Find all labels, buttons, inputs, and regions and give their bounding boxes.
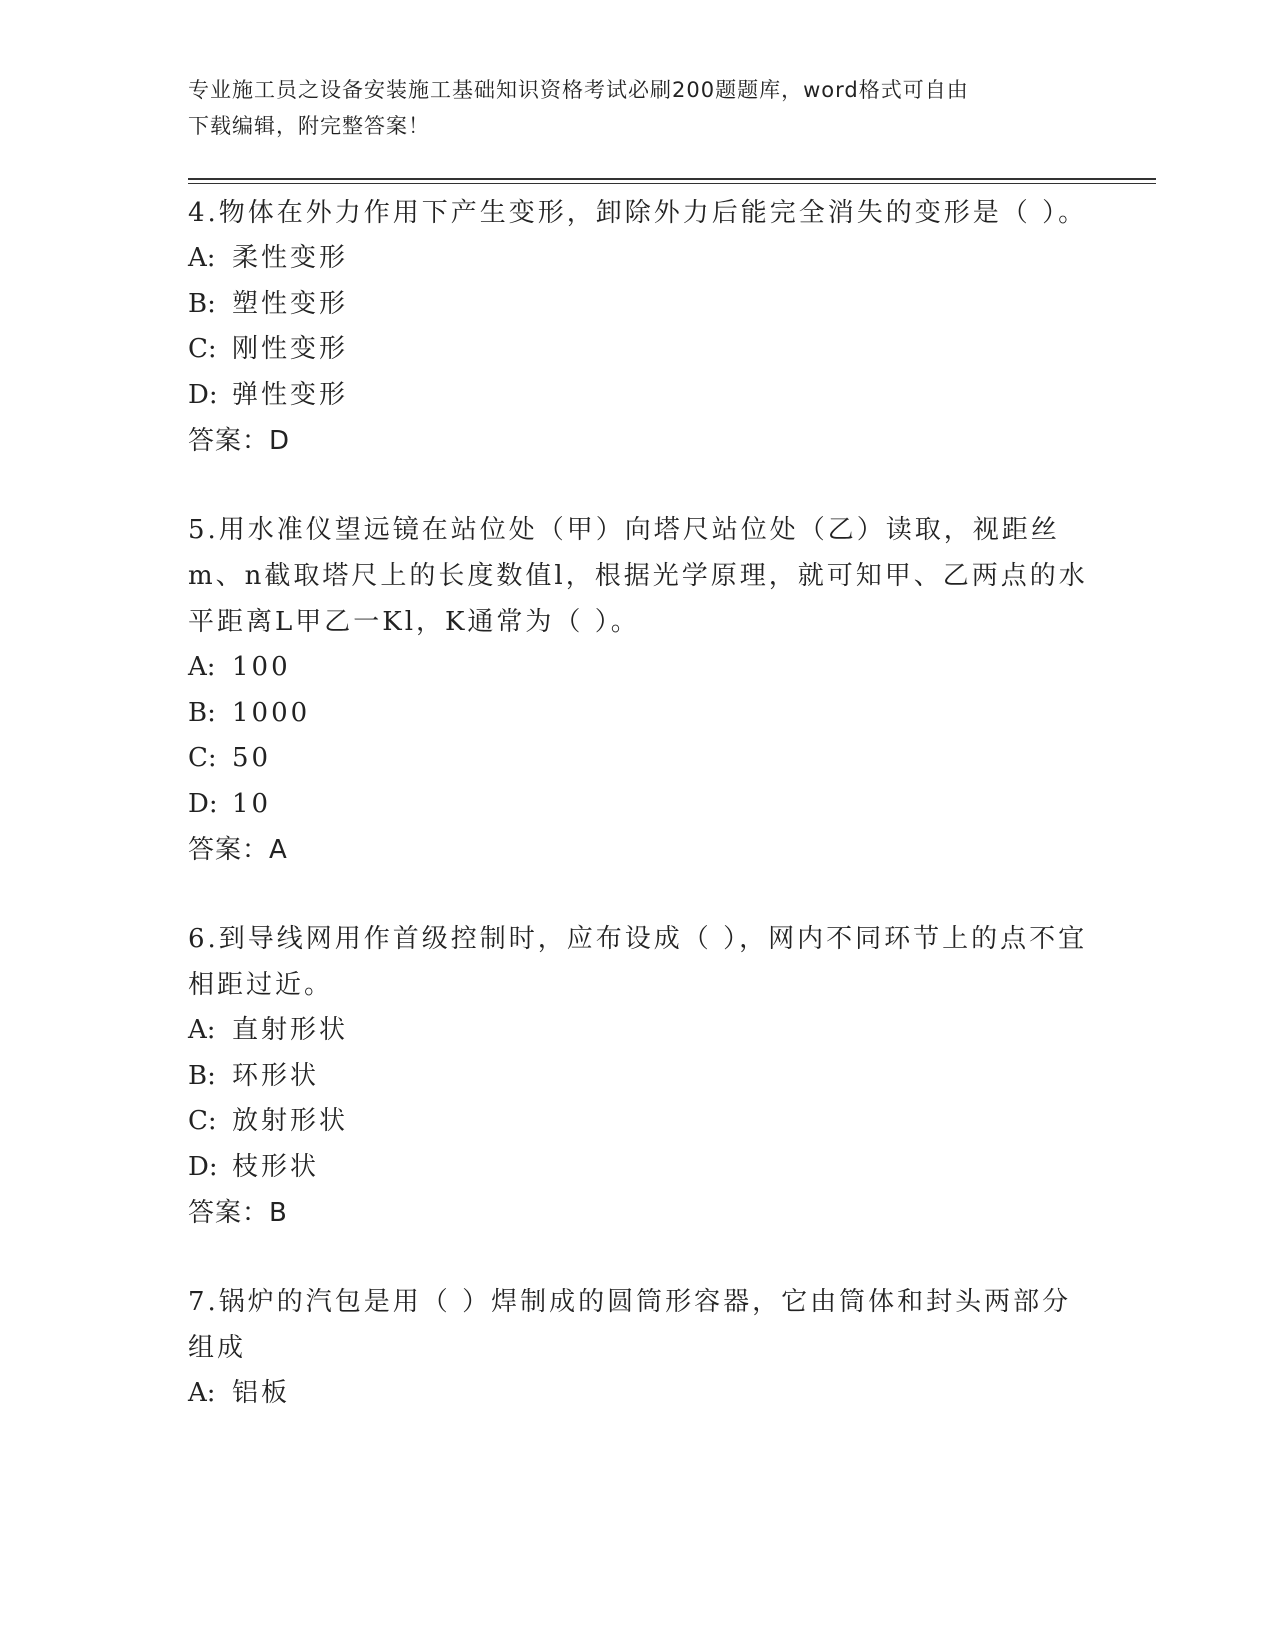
option-label: A:	[188, 243, 216, 273]
option-text: 刚性变形	[232, 334, 349, 364]
header-line-2: 下载编辑，附完整答案！	[188, 114, 430, 138]
option-d	[188, 373, 1088, 419]
option-d	[188, 782, 1088, 828]
option-text: 100	[232, 652, 291, 682]
option-a	[188, 1008, 1088, 1054]
question-6	[188, 916, 1088, 1236]
option-label: B:	[188, 288, 216, 319]
option-b	[188, 1054, 1088, 1100]
option-a	[188, 645, 1088, 691]
option-label: B:	[188, 697, 216, 728]
question-stem: 4.物体在外力作用下产生变形，卸除外力后能完全消失的变形是（ ）。	[188, 198, 1088, 228]
option-d	[188, 1145, 1088, 1191]
option-label: C:	[188, 334, 217, 364]
option-label: A:	[188, 1378, 216, 1408]
option-a	[188, 1371, 1088, 1417]
option-c	[188, 1099, 1088, 1145]
header-divider-thin	[188, 183, 1156, 184]
header-divider-thick	[188, 178, 1156, 180]
option-text: 1000	[232, 697, 311, 728]
option-text: 塑性变形	[232, 288, 349, 319]
answer: 答案：B	[188, 1198, 288, 1228]
option-text: 环形状	[232, 1060, 320, 1091]
option-text: 50	[232, 743, 272, 773]
option-text: 10	[232, 788, 272, 819]
question-7	[188, 1279, 1088, 1417]
option-label: D:	[188, 1151, 218, 1182]
option-text: 柔性变形	[232, 243, 349, 273]
option-text: 放射形状	[232, 1106, 349, 1136]
option-label: C:	[188, 743, 217, 773]
option-label: D:	[188, 379, 218, 410]
option-c	[188, 327, 1088, 373]
option-text: 枝形状	[232, 1151, 320, 1182]
question-stem: 7.锅炉的汽包是用（ ）焊制成的圆筒形容器，它由筒体和封头两部分组成	[188, 1287, 1072, 1363]
option-b	[188, 282, 1088, 328]
option-label: B:	[188, 1060, 216, 1091]
option-text: 铝板	[232, 1378, 291, 1408]
option-label: D:	[188, 788, 218, 819]
option-label: A:	[188, 1015, 216, 1045]
option-text: 弹性变形	[232, 379, 349, 410]
question-4	[188, 190, 1088, 464]
question-stem: 5.用水准仪望远镜在站位处（甲）向塔尺站位处（乙）读取，视距丝m、n截取塔尺上的长度数值l，根据光学原理，就可知甲、乙两点的水平距离L甲乙一Kl，K通常为（ ）。	[188, 515, 1088, 637]
option-b	[188, 691, 1088, 737]
header-line-1: 专业施工员之设备安装施工基础知识资格考试必刷200题题库，word格式可自由	[188, 78, 969, 102]
option-label: A:	[188, 652, 216, 682]
option-label: C:	[188, 1106, 217, 1136]
question-list	[188, 190, 1088, 1460]
option-a	[188, 236, 1088, 282]
question-stem: 6.到导线网用作首级控制时，应布设成（ ），网内不同环节上的点不宜相距过近。	[188, 924, 1088, 1000]
option-c	[188, 736, 1088, 782]
answer: 答案：A	[188, 835, 288, 865]
answer: 答案：D	[188, 426, 291, 456]
question-5	[188, 507, 1088, 873]
document-header	[188, 72, 1088, 144]
option-text: 直射形状	[232, 1015, 349, 1045]
